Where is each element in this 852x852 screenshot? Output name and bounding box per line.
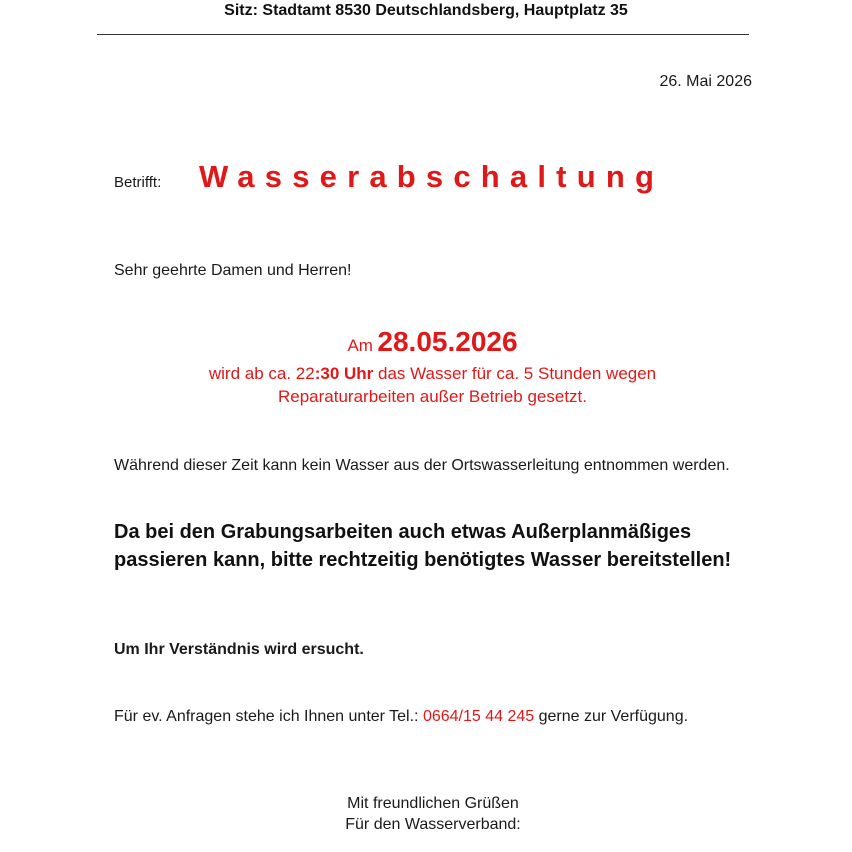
notice-line-1-post: das Wasser für ca. 5 Stunden wegen: [373, 364, 657, 383]
notice-date: 28.05.2026: [377, 326, 518, 357]
warning-paragraph: Da bei den Grabungsarbeiten auch etwas Außerplanmäßiges passieren kann, bitte rechtzeitig benötigtes Wasser bereitstellen!: [114, 521, 732, 571]
notice-line-1-pre: wird ab ca. 22: [208, 364, 315, 383]
inquiry-text-post: gerne zur Verfügung.: [534, 708, 689, 725]
notice-line-2: Reparaturarbeiten außer Betrieb gesetzt.: [277, 387, 587, 406]
closing-greeting: Mit freundlichen Grüßen: [347, 795, 519, 812]
understanding-note: Um Ihr Verständnis wird ersucht.: [114, 641, 364, 658]
inquiry-paragraph: [114, 707, 754, 727]
phone-number: 0664/15 44 245: [422, 708, 535, 725]
subject-title: Wasserabschaltung: [199, 159, 665, 194]
salutation: Sehr geehrte Damen und Herren!: [114, 262, 352, 279]
notice-line-1: [150, 363, 715, 384]
notice-date-line: [150, 326, 715, 358]
letter-date: 26. Mai 2026: [659, 73, 752, 90]
header-divider: [97, 34, 749, 35]
closing: [0, 793, 852, 835]
subject-label: Betrifft:: [114, 174, 162, 191]
paragraph-no-water: Während dieser Zeit kann kein Wasser aus der Ortswasserleitung entnommen werden.: [114, 457, 730, 474]
notice-am: Am: [347, 336, 373, 355]
inquiry-text-pre: Für ev. Anfragen stehe ich Ihnen unter Tel.:: [114, 708, 423, 725]
closing-signature-line: Für den Wasserverband:: [345, 816, 521, 833]
notice-line-1-time: :30 Uhr: [314, 364, 374, 383]
letterhead-address: Sitz: Stadtamt 8530 Deutschlandsberg, Hauptplatz 35: [224, 2, 628, 19]
